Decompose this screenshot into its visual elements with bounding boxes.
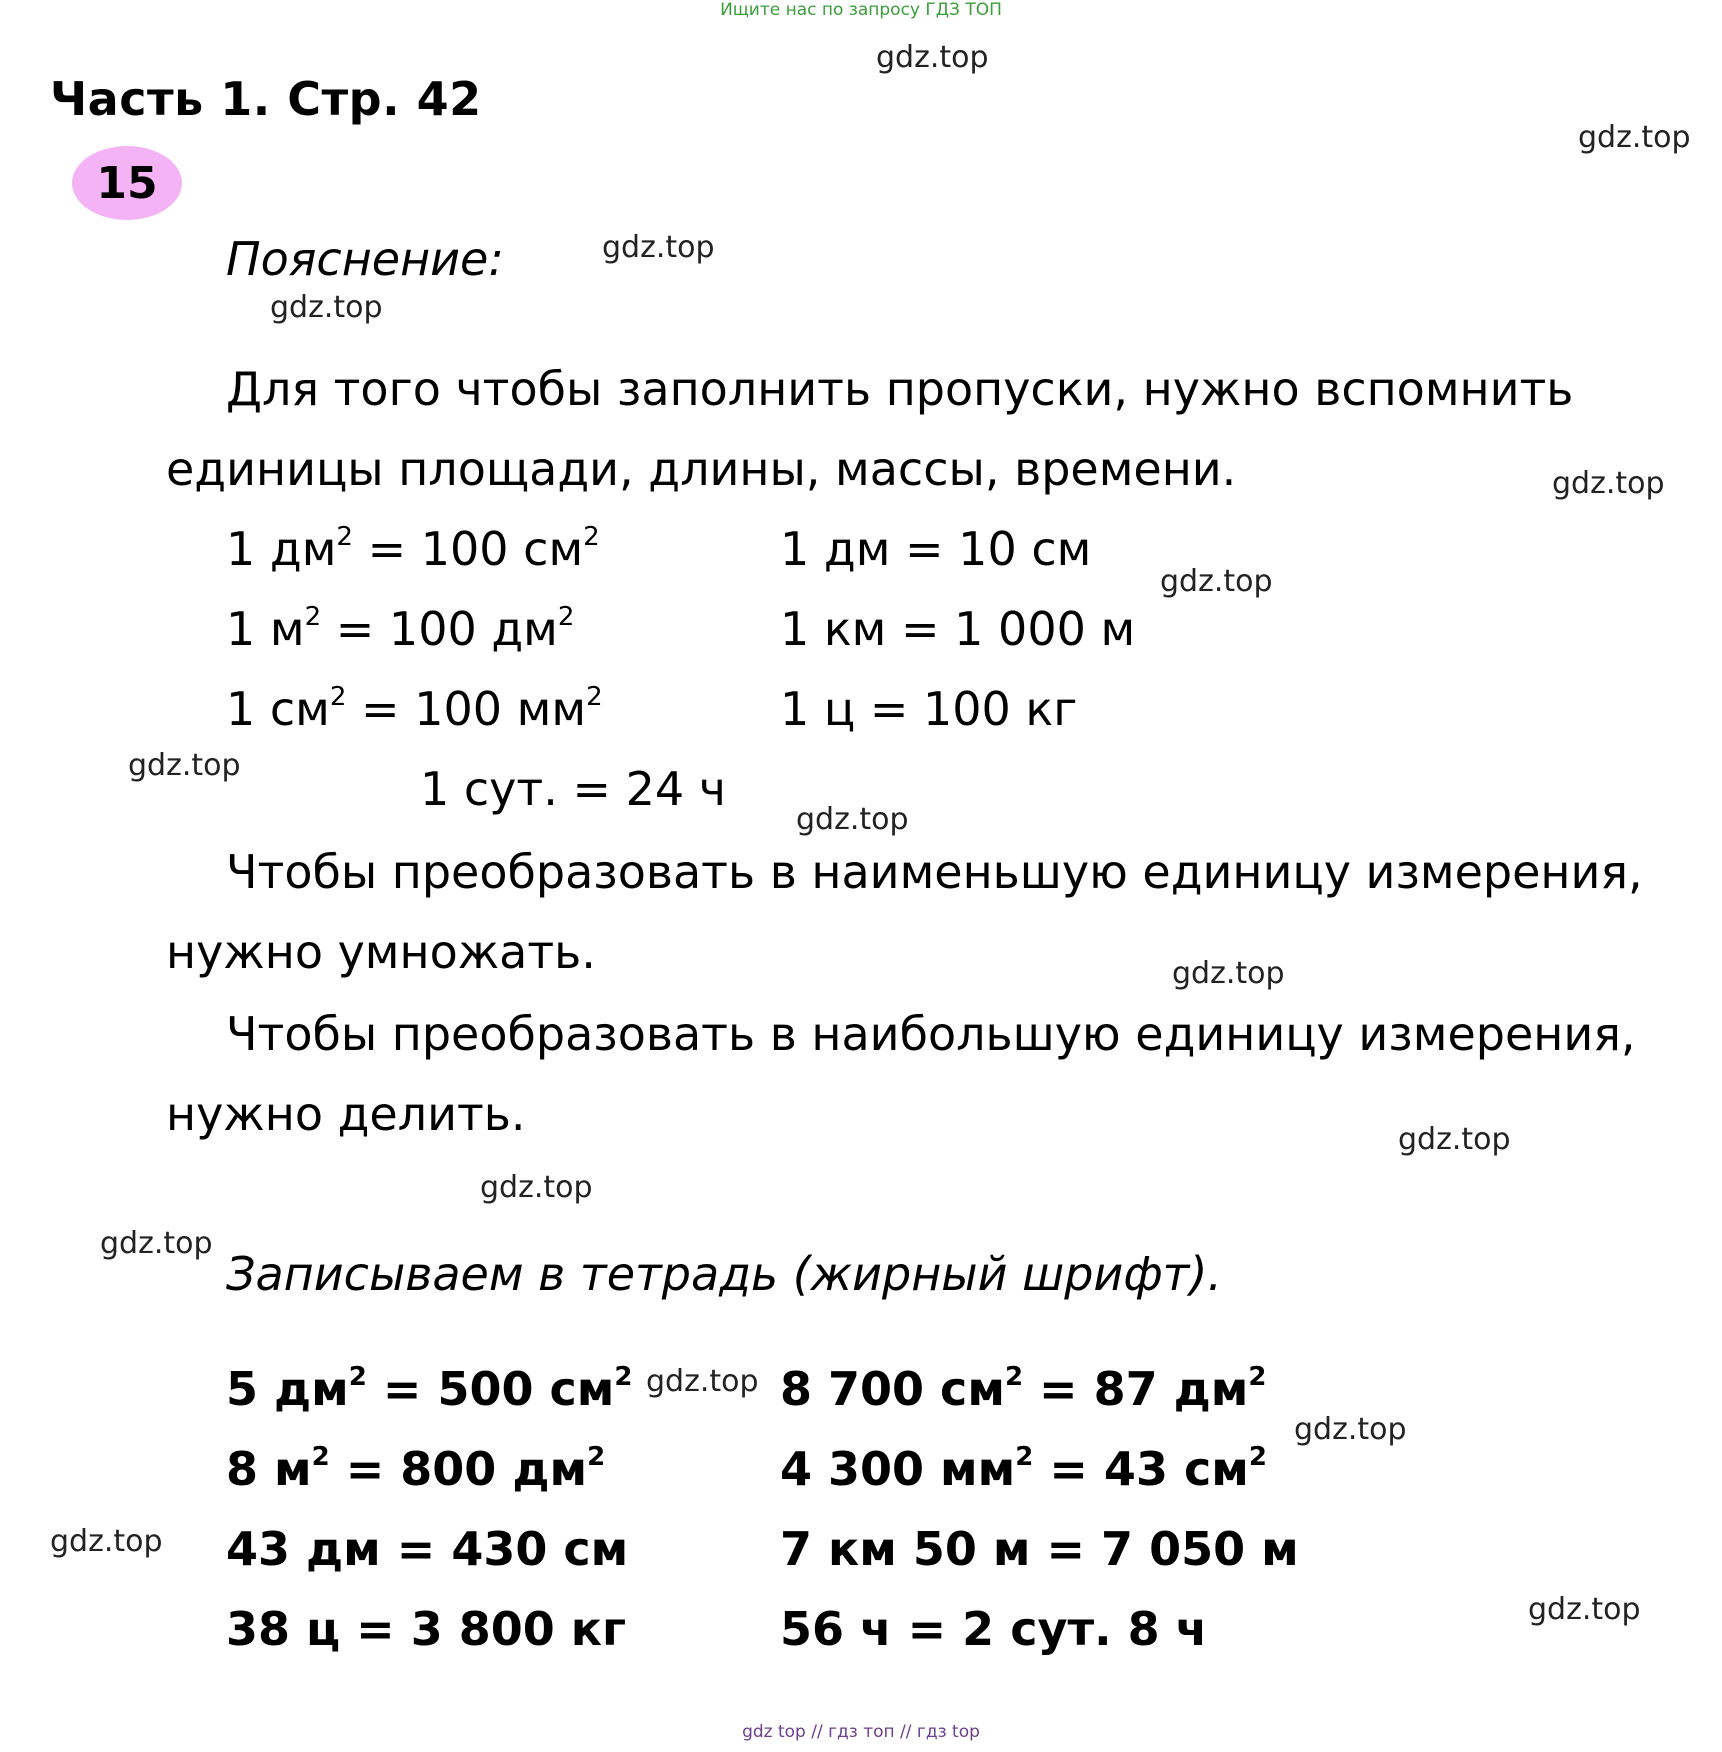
watermark: gdz.top (1172, 956, 1285, 991)
watermark: gdz.top (1160, 564, 1273, 599)
para3-line1: Чтобы преобразовать в наибольшую единицу измерения, (226, 1007, 1636, 1061)
watermark: gdz.top (128, 748, 241, 783)
notebook-title: Записываем в тетрадь (жирный шрифт). (226, 1247, 1223, 1301)
answer-7: 38 ц = 3 800 кг (226, 1602, 627, 1656)
watermark: gdz.top (1528, 1592, 1641, 1627)
explanation-title: Пояснение: (226, 232, 504, 286)
ref-area-cm-mm: 1 $см^2 = 100$ $мм^2$ (226, 681, 603, 736)
ref-length-km-m: 1 км = 1 000 м (780, 602, 1136, 656)
answer-6: 7 км 50 м = 7 050 м (780, 1522, 1299, 1576)
ref-time-day-h: 1 сут. = 24 ч (420, 762, 726, 816)
answer-4: 4 300 $мм^2 = 43$ $см^2$ (780, 1441, 1267, 1496)
exercise-number: 15 (96, 157, 158, 209)
para1-line2: единицы площади, длины, массы, времени. (166, 442, 1237, 496)
ref-mass-c-kg: 1 ц = 100 кг (780, 682, 1078, 736)
ref-area-m-dm: 1 $м^2 = 100$ $дм^2$ (226, 601, 575, 656)
top-search-link[interactable]: Ищите нас по запросу ГДЗ ТОП (720, 0, 1002, 20)
answer-8: 56 ч = 2 сут. 8 ч (780, 1602, 1208, 1656)
watermark: gdz.top (796, 802, 909, 837)
answer-5: 43 дм = 430 см (226, 1522, 629, 1576)
watermark: gdz.top (480, 1170, 593, 1205)
watermark: gdz.top (1294, 1412, 1407, 1447)
answer-2: 8 700 $см^2 = 87$ $дм^2$ (780, 1361, 1267, 1416)
answer-3: 8 $м^2 = 800$ $дм^2$ (226, 1441, 606, 1496)
ref-length-dm-cm: 1 дм = 10 см (780, 522, 1092, 576)
watermark: gdz.top (646, 1364, 759, 1399)
answer-1: 5 $дм^2 = 500$ $см^2$ (226, 1361, 633, 1416)
watermark: gdz.top (1552, 466, 1665, 501)
watermark: gdz.top (1398, 1122, 1511, 1157)
para2-line1: Чтобы преобразовать в наименьшую единицу измерения, (226, 845, 1643, 899)
para3-line2: нужно делить. (166, 1087, 526, 1141)
watermark: gdz.top (876, 40, 989, 75)
page-title: Часть 1. Стр. 42 (50, 72, 482, 126)
ref-area-dm-cm: 1 $дм^2 = 100$ $см^2$ (226, 521, 600, 576)
watermark: gdz.top (270, 290, 383, 325)
watermark: gdz.top (1578, 120, 1691, 155)
watermark: gdz.top (50, 1524, 163, 1559)
watermark: gdz.top (100, 1226, 213, 1261)
para2-line2: нужно умножать. (166, 925, 596, 979)
watermark: gdz.top (602, 230, 715, 265)
exercise-number-badge (72, 146, 182, 220)
footer-links[interactable]: gdz top // гдз топ // гдз top (742, 1722, 980, 1742)
para1-line1: Для того чтобы заполнить пропуски, нужно вспомнить (226, 362, 1574, 416)
